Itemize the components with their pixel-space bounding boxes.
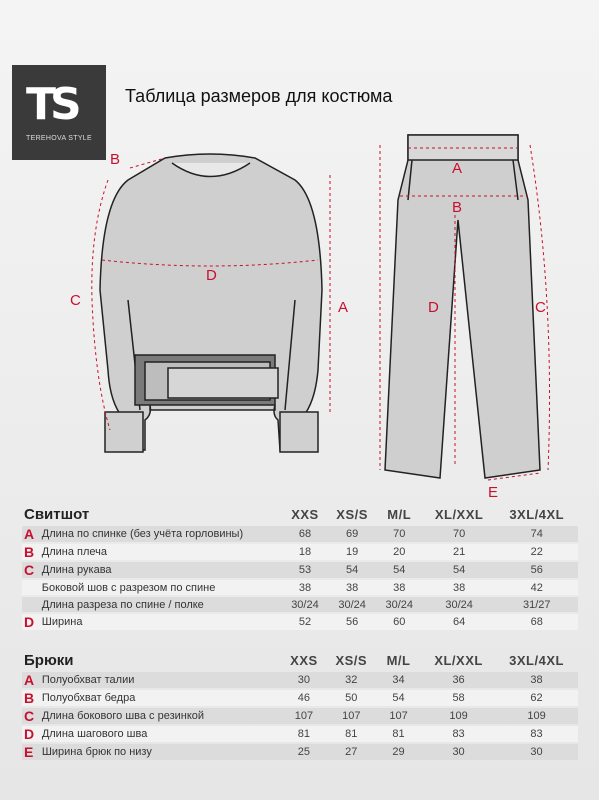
cell: 109 [495, 708, 578, 724]
size-header: XS/S [336, 506, 368, 522]
row-name: Длина бокового шва с резинкой [40, 708, 280, 724]
pants-label-b: B [452, 199, 463, 216]
cell: 46 [280, 690, 327, 706]
pants-label-a: A [452, 160, 463, 177]
cell: 70 [423, 526, 496, 542]
cell: 54 [375, 690, 422, 706]
table-row [22, 597, 578, 612]
row-letter: C [22, 708, 40, 724]
cell: 56 [328, 614, 375, 630]
table-row [22, 672, 578, 688]
size-header: XXS [291, 506, 319, 522]
cell: 30 [422, 744, 495, 760]
cell: 27 [328, 744, 375, 760]
pants-size-table [22, 648, 578, 762]
pants-illustration [385, 135, 540, 478]
cell: 22 [495, 544, 578, 560]
cell: 107 [280, 708, 327, 724]
cell: 38 [376, 580, 423, 595]
size-header: XL/XXL [434, 506, 484, 522]
sweatshirt-label-c: C [70, 292, 81, 309]
table-row [22, 690, 578, 706]
table-row [22, 562, 578, 578]
row-letter: D [22, 614, 40, 630]
row-name: Длина плеча [40, 544, 282, 560]
cell: 25 [280, 744, 327, 760]
pants-label-c: C [535, 299, 546, 316]
row-letter [22, 580, 40, 595]
sweatshirt-illustration [100, 154, 322, 452]
sweatshirt-size-table [22, 502, 578, 632]
size-header: 3XL/4XL [509, 652, 564, 668]
cell: 31/27 [495, 597, 578, 612]
row-letter: D [22, 726, 40, 742]
cell: 60 [376, 614, 423, 630]
cell: 83 [422, 726, 495, 742]
size-header: 3XL/4XL [509, 506, 565, 522]
cell: 42 [495, 580, 578, 595]
cell: 53 [281, 562, 328, 578]
cell: 81 [328, 726, 375, 742]
table-row [22, 708, 578, 724]
table-row [22, 744, 578, 760]
cell: 54 [423, 562, 496, 578]
logo-mark: TS [26, 79, 76, 130]
cell: 30/24 [281, 597, 328, 612]
pants-label-d: D [428, 299, 439, 316]
cell: 29 [375, 744, 422, 760]
cell: 58 [422, 690, 495, 706]
cell: 36 [422, 672, 495, 688]
row-letter: A [22, 526, 40, 542]
row-name: Ширина [40, 614, 282, 630]
cell: 18 [281, 544, 328, 560]
table-row [22, 544, 578, 560]
sweatshirt-label-a: A [338, 299, 349, 316]
sweatshirt-header-row [22, 504, 578, 524]
cell: 34 [375, 672, 422, 688]
row-letter: A [22, 672, 40, 688]
cell: 32 [328, 672, 375, 688]
cell: 30/24 [328, 597, 375, 612]
row-name: Ширина брюк по низу [40, 744, 280, 760]
cell: 81 [375, 726, 422, 742]
row-name: Длина рукава [40, 562, 282, 578]
row-name: Боковой шов с разрезом по спине [40, 580, 282, 595]
cell: 30 [280, 672, 327, 688]
cell: 38 [328, 580, 375, 595]
size-header: M/L [387, 506, 412, 522]
table-row [22, 726, 578, 742]
row-letter: B [22, 690, 40, 706]
cell: 68 [281, 526, 328, 542]
sweatshirt-label-d: D [206, 267, 217, 284]
pants-header-row [22, 650, 578, 670]
row-name: Длина разреза по спине / полке [40, 597, 282, 612]
cell: 38 [423, 580, 496, 595]
cell: 38 [281, 580, 328, 595]
sweatshirt-label-b: B [110, 151, 121, 168]
row-name: Длина по спинке (без учёта горловины) [40, 526, 282, 542]
table-row [22, 614, 578, 630]
row-name: Длина шагового шва [40, 726, 280, 742]
sweatshirt-title: Свитшот [24, 505, 90, 523]
row-name: Полуобхват бедра [40, 690, 280, 706]
cell: 74 [495, 526, 578, 542]
logo-brand-text: TEREHOVA STYLE [26, 135, 92, 142]
row-letter: C [22, 562, 40, 578]
row-letter: E [22, 744, 40, 760]
cell: 56 [495, 562, 578, 578]
size-header: XS/S [335, 652, 368, 668]
cell: 107 [375, 708, 422, 724]
table-row [22, 580, 578, 595]
cell: 54 [328, 562, 375, 578]
size-header: XL/XXL [434, 652, 483, 668]
cell: 107 [328, 708, 375, 724]
row-letter: B [22, 544, 40, 560]
cell: 68 [495, 614, 578, 630]
cell: 50 [328, 690, 375, 706]
cell: 54 [376, 562, 423, 578]
cell: 21 [423, 544, 496, 560]
cell: 70 [376, 526, 423, 542]
cell: 38 [495, 672, 578, 688]
cell: 81 [280, 726, 327, 742]
cell: 20 [376, 544, 423, 560]
cell: 83 [495, 726, 578, 742]
cell: 52 [281, 614, 328, 630]
pants-label-e: E [488, 484, 499, 500]
size-header: M/L [386, 652, 411, 668]
cell: 19 [328, 544, 375, 560]
cell: 69 [328, 526, 375, 542]
pants-title: Брюки [24, 651, 74, 669]
row-name: Полуобхват талии [40, 672, 280, 688]
cell: 109 [422, 708, 495, 724]
cell: 30/24 [376, 597, 423, 612]
table-row [22, 526, 578, 542]
size-header: XXS [290, 652, 318, 668]
cell: 30 [495, 744, 578, 760]
cell: 30/24 [423, 597, 496, 612]
cell: 62 [495, 690, 578, 706]
row-letter [22, 597, 40, 612]
page-title: Таблица размеров для костюма [125, 86, 393, 106]
cell: 64 [423, 614, 496, 630]
